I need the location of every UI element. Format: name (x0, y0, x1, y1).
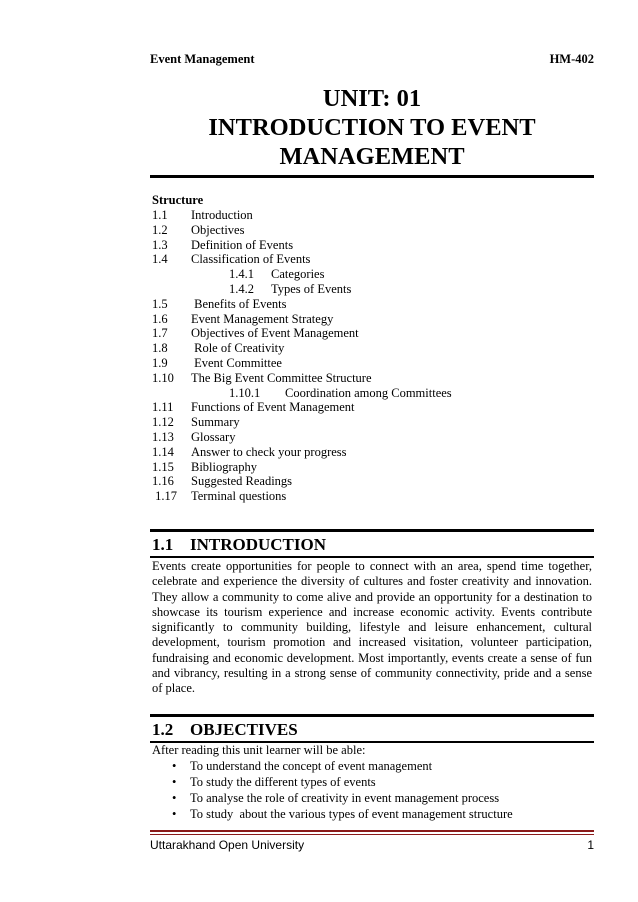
structure-item-number: 1.11 (152, 400, 174, 415)
structure-item (152, 415, 592, 430)
structure-item-number: 1.4.1 (229, 267, 254, 282)
objective-bullet-item (152, 790, 592, 806)
structure-item (152, 430, 592, 445)
structure-item-number: 1.16 (152, 474, 174, 489)
bullet-icon: • (172, 791, 177, 805)
structure-item-text: Categories (271, 267, 325, 282)
structure-item (152, 356, 592, 371)
structure-item-text: Functions of Event Management (191, 400, 355, 415)
footer-divider (150, 830, 594, 832)
section-divider-bottom (150, 556, 594, 558)
structure-item-number: 1.6 (152, 311, 168, 326)
structure-item-text: Role of Creativity (191, 341, 285, 356)
structure-item-text: Glossary (191, 429, 236, 444)
structure-item (152, 445, 592, 460)
structure-item-number: 1.10 (152, 370, 174, 385)
title-divider (150, 175, 594, 178)
structure-item (152, 297, 592, 312)
page-number: 1 (587, 838, 594, 852)
section-title: OBJECTIVES (190, 720, 298, 739)
structure-item-number: 1.7 (152, 326, 168, 341)
structure-item (152, 326, 592, 341)
objectives-lead: After reading this unit learner will be able: (152, 743, 366, 757)
section-title: INTRODUCTION (190, 535, 327, 554)
structure-item-number: 1.4 (152, 252, 168, 267)
structure-item-text: Event Management Strategy (191, 311, 334, 326)
running-header (150, 52, 594, 68)
structure-item-number: 1.13 (152, 429, 174, 444)
structure-heading: Structure (152, 193, 204, 207)
structure-item-text: Suggested Readings (191, 474, 293, 489)
structure-item (152, 489, 592, 504)
structure-item-text: Summary (191, 415, 240, 430)
bullet-icon: • (172, 807, 177, 821)
structure-item-number: 1.3 (152, 237, 168, 252)
structure-item-number: 1.4.2 (229, 281, 254, 296)
structure-item-text: The Big Event Committee Structure (191, 370, 372, 385)
unit-title-line2: INTRODUCTION TO EVENT (208, 114, 536, 141)
structure-item (152, 223, 592, 238)
structure-item-number: 1.10.1 (229, 385, 261, 400)
structure-item (152, 208, 592, 223)
structure-item-text: Objectives of Event Management (191, 326, 359, 341)
structure-subitem (152, 282, 592, 297)
bullet-icon: • (172, 759, 177, 773)
structure-item-number: 1.15 (152, 459, 174, 474)
objective-text: To study the different types of events (190, 775, 376, 789)
structure-item-text: Answer to check your progress (191, 444, 347, 459)
structure-item-number: 1.9 (152, 355, 168, 370)
footer-university: Uttarakhand Open University (150, 838, 305, 852)
structure-subitem (152, 267, 592, 282)
page-footer (150, 838, 594, 854)
structure-item-text: Event Committee (191, 355, 282, 370)
structure-item-text: Introduction (191, 208, 253, 222)
objective-bullet-item (152, 774, 592, 790)
objective-bullet-item (152, 806, 592, 822)
bullet-icon: • (172, 775, 177, 789)
structure-item-number: 1.17 (152, 489, 177, 504)
structure-item (152, 312, 592, 327)
structure-item-number: 1.2 (152, 222, 168, 237)
structure-item-text: Benefits of Events (191, 296, 287, 311)
structure-item-text: Bibliography (191, 459, 257, 474)
structure-item-text: Objectives (191, 222, 245, 237)
structure-item (152, 474, 592, 489)
structure-item-number: 1.5 (152, 296, 168, 311)
section-divider-top (150, 714, 594, 717)
structure-item (152, 400, 592, 415)
structure-item-text: Terminal questions (191, 489, 287, 504)
structure-item (152, 371, 592, 386)
unit-title-line1: UNIT: 01 (322, 85, 422, 112)
objectives-list (152, 742, 592, 822)
objective-text: To understand the concept of event management (190, 759, 433, 773)
structure-item (152, 238, 592, 253)
structure-list (152, 193, 592, 504)
structure-item-number: 1.14 (152, 444, 174, 459)
objective-text: To analyse the role of creativity in event management process (190, 791, 500, 805)
header-course-name: Event Management (150, 52, 255, 66)
unit-title-line3: MANAGEMENT (279, 143, 465, 170)
objective-bullet-item (152, 758, 592, 774)
footer-divider-thin (150, 834, 594, 835)
header-course-code: HM-402 (549, 52, 594, 66)
structure-item (152, 341, 592, 356)
structure-item-number: 1.8 (152, 341, 168, 356)
structure-item-text: Types of Events (271, 281, 352, 296)
structure-subitem (152, 386, 592, 401)
structure-item-number: 1.1 (152, 208, 168, 222)
structure-item (152, 252, 592, 267)
unit-title (150, 84, 594, 171)
section-number: 1.2 (152, 720, 174, 739)
structure-item-text: Definition of Events (191, 237, 294, 252)
structure-item (152, 460, 592, 475)
structure-item-text: Classification of Events (191, 252, 311, 267)
structure-item-number: 1.12 (152, 415, 174, 430)
objective-text: To study about the various types of event management structure (190, 807, 513, 821)
section-divider-top (150, 529, 594, 532)
structure-item-text: Coordination among Committees (285, 385, 452, 400)
introduction-paragraph: Events create opportunities for people to connect with an area, spend time together, celebrate and experience the diversity of cultures and foster creativity and innovation. They allow a community to come alive and provide an opportunity for a destination to showcase its tourism experience and increase economic activity. Events contribute significantly to community building, lifestyle and leisure enhancement, cultural development, tourism promotion and increased visitation, volunteer participation, fundraising and economic development. Most importantly, events create a sense of fun and vibrancy, resulting in a strong sense of community connectivity, pride and a sense of place. (152, 559, 592, 696)
section-number: 1.1 (152, 535, 174, 554)
